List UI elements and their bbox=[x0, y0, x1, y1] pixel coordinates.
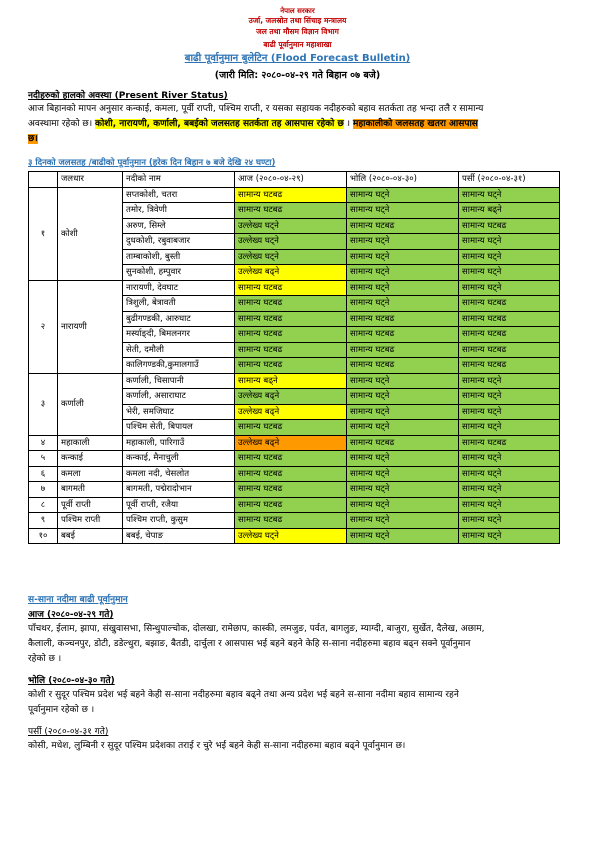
col-header-station: नदीको नाम bbox=[123, 172, 235, 188]
forecast-tomorrow: सामान्य घट्ने bbox=[347, 451, 459, 467]
table-row bbox=[29, 435, 560, 451]
forecast-tomorrow: सामान्य घटबढ bbox=[347, 342, 459, 358]
status-separator: । bbox=[346, 119, 351, 129]
forecast-today: सामान्य घटबढ bbox=[235, 358, 347, 374]
row-number: ६ bbox=[29, 466, 58, 482]
station-name: बागमती, पद्मेरादोभान bbox=[123, 482, 235, 498]
tomorrow-text-line: कोशी र सुदूर पश्चिम प्रदेश भई बहने केही स-साना नदीहरुमा बहाव बढ्ने तथा अन्य प्रदेश भई बहने स-साना नदीमा बहाव सामान्य रहने bbox=[28, 690, 459, 700]
forecast-dayafter: सामान्य घट्ने bbox=[459, 497, 560, 513]
forecast-tomorrow: सामान्य घटबढ bbox=[347, 327, 459, 343]
forecast-dayafter: सामान्य घट्ने bbox=[459, 420, 560, 436]
basin-name: कन्काई bbox=[58, 451, 123, 467]
table-row bbox=[29, 528, 560, 544]
forecast-today: उल्लेख्य घट्ने bbox=[235, 218, 347, 234]
forecast-tomorrow: सामान्य घट्ने bbox=[347, 280, 459, 296]
station-name: पश्चिम सेती, बिपायल bbox=[123, 420, 235, 436]
table-header-row bbox=[29, 172, 560, 188]
forecast-table bbox=[28, 171, 560, 544]
row-number: १० bbox=[29, 528, 58, 544]
forecast-tomorrow: सामान्य घटबढ bbox=[347, 311, 459, 327]
status-danger-text: महाकालीको जलसतह खतरा आसपास bbox=[352, 119, 478, 129]
forecast-tomorrow: सामान्य घट्ने bbox=[347, 420, 459, 436]
col-header-no bbox=[29, 172, 58, 188]
forecast-table-caption: ३ दिनको जलसतह /बाढीको पूर्वानुमान (हरेक दिन बिहान ७ बजे देखि २४ घण्टा) bbox=[28, 158, 276, 168]
forecast-dayafter: सामान्य घट्ने bbox=[459, 249, 560, 265]
forecast-dayafter: सामान्य बढ्ने bbox=[459, 203, 560, 219]
station-name: कालिगण्डकी,कुमालगाउँ bbox=[123, 358, 235, 374]
forecast-dayafter: सामान्य घटबढ bbox=[459, 296, 560, 312]
station-name: सेती, दमौली bbox=[123, 342, 235, 358]
forecast-dayafter: सामान्य घटबढ bbox=[459, 342, 560, 358]
forecast-tomorrow: सामान्य घट्ने bbox=[347, 404, 459, 420]
station-name: कर्णाली, चिसापानी bbox=[123, 373, 235, 389]
station-name: नारायणी, देवघाट bbox=[123, 280, 235, 296]
row-number: १ bbox=[29, 187, 58, 280]
status-normal-text: अवस्थामा रहेको छ। bbox=[28, 119, 93, 129]
forecast-today: सामान्य घटबढ bbox=[235, 513, 347, 529]
dayafter-label: पर्सी (२०८०-०४-३१ गते) bbox=[28, 727, 109, 737]
table-row bbox=[29, 451, 560, 467]
station-name: भेरी, समजिघाट bbox=[123, 404, 235, 420]
forecast-tomorrow: सामान्य घटबढ bbox=[347, 435, 459, 451]
station-name: मर्स्याङ्दी, बिमलनगर bbox=[123, 327, 235, 343]
station-name: ताम्बाकोशी, बुस्ती bbox=[123, 249, 235, 265]
forecast-today: सामान्य घटबढ bbox=[235, 203, 347, 219]
today-label: आज (२०८०-०४-२९ गते) bbox=[28, 610, 114, 620]
forecast-today: सामान्य घटबढ bbox=[235, 420, 347, 436]
forecast-tomorrow: सामान्य घट्ने bbox=[347, 265, 459, 281]
forecast-dayafter: सामान्य घट्ने bbox=[459, 404, 560, 420]
tomorrow-text-line: पूर्वानुमान रहेको छ । bbox=[28, 705, 95, 715]
ministry-name: उर्जा, जलस्रोत तथा सिंचाइ मन्त्रालय bbox=[248, 16, 347, 25]
station-name: बबई, चेपाङ bbox=[123, 528, 235, 544]
present-status-text bbox=[28, 102, 584, 147]
forecast-tomorrow: सामान्य घट्ने bbox=[347, 528, 459, 544]
status-danger-text-end: छ। bbox=[28, 134, 38, 144]
station-name: त्रिशुली, बेत्रावती bbox=[123, 296, 235, 312]
forecast-dayafter: सामान्य घट्ने bbox=[459, 373, 560, 389]
table-row bbox=[29, 187, 560, 203]
status-alert-text: कोशी, नारायणी, कर्णाली, बबईको जलसतह सतर्कता तह आसपास रहेको छ bbox=[95, 119, 344, 129]
station-name: कन्काई, मैनाचुली bbox=[123, 451, 235, 467]
station-name: कमला नदी, चेसलोत bbox=[123, 466, 235, 482]
forecast-dayafter: सामान्य घटबढ bbox=[459, 218, 560, 234]
row-number: २ bbox=[29, 280, 58, 373]
station-name: महाकाली, पारिगाउँ bbox=[123, 435, 235, 451]
forecast-today: सामान्य घटबढ bbox=[235, 466, 347, 482]
forecast-dayafter: सामान्य घट्ने bbox=[459, 528, 560, 544]
row-number: ३ bbox=[29, 373, 58, 435]
col-header-today: आज (२०८०-०४-२९) bbox=[235, 172, 347, 188]
tomorrow-forecast-text bbox=[28, 688, 584, 718]
forecast-dayafter: सामान्य घट्ने bbox=[459, 389, 560, 405]
row-number: ८ bbox=[29, 497, 58, 513]
row-number: ५ bbox=[29, 451, 58, 467]
forecast-tomorrow: सामान्य घट्ने bbox=[347, 187, 459, 203]
station-name: सप्तकोशी, चतरा bbox=[123, 187, 235, 203]
row-number: ७ bbox=[29, 482, 58, 498]
forecast-today: सामान्य बढ्ने bbox=[235, 373, 347, 389]
department-name: जल तथा मौसम विज्ञान विभाग bbox=[256, 27, 339, 36]
table-row bbox=[29, 280, 560, 296]
bulletin-title: बाढी पूर्वानुमान बुलेटिन (Flood Forecast Bulletin) bbox=[184, 53, 411, 64]
table-row bbox=[29, 497, 560, 513]
forecast-tomorrow: सामान्य घट्ने bbox=[347, 296, 459, 312]
station-name: सुनकोशी, हम्पुवार bbox=[123, 265, 235, 281]
basin-name: बागमती bbox=[58, 482, 123, 498]
forecast-tomorrow: सामान्य घट्ने bbox=[347, 373, 459, 389]
dayafter-forecast-text: कोसी, मधेश, लुम्बिनी र सुदूर पश्चिम प्रदेशका तराई र चुरे भई बहने केही स-साना नदीहरुमा बहाव बढ्ने पूर्वानुमान छ। bbox=[28, 741, 406, 751]
forecast-today: उल्लेख्य बढ्ने bbox=[235, 435, 347, 451]
forecast-tomorrow: सामान्य घट्ने bbox=[347, 389, 459, 405]
forecast-dayafter: सामान्य घट्ने bbox=[459, 234, 560, 250]
forecast-today: सामान्य घटबढ bbox=[235, 280, 347, 296]
table-row bbox=[29, 482, 560, 498]
tomorrow-label: भोलि (२०८०-०४-३० गते) bbox=[28, 676, 115, 686]
forecast-dayafter: सामान्य घट्ने bbox=[459, 187, 560, 203]
station-name: बुढीगण्डकी, आरुघाट bbox=[123, 311, 235, 327]
forecast-dayafter: सामान्य घट्ने bbox=[459, 513, 560, 529]
forecast-dayafter: सामान्य घटबढ bbox=[459, 327, 560, 343]
forecast-dayafter: सामान्य घट्ने bbox=[459, 265, 560, 281]
forecast-dayafter: सामान्य घटबढ bbox=[459, 358, 560, 374]
forecast-today: सामान्य घटबढ bbox=[235, 187, 347, 203]
today-text-line: रहेको छ । bbox=[28, 654, 62, 664]
basin-name: नारायणी bbox=[58, 280, 123, 373]
table-row bbox=[29, 373, 560, 389]
status-line-2 bbox=[28, 117, 584, 132]
govt-name: नेपाल सरकार bbox=[280, 7, 315, 15]
col-header-tomorrow: भोलि (२०८०-०४-३०) bbox=[347, 172, 459, 188]
forecast-tomorrow: सामान्य घट्ने bbox=[347, 513, 459, 529]
forecast-today: सामान्य घटबढ bbox=[235, 482, 347, 498]
forecast-dayafter: सामान्य घट्ने bbox=[459, 466, 560, 482]
col-header-dayafter: पर्सी (२०८०-०४-३१) bbox=[459, 172, 560, 188]
forecast-today: सामान्य घटबढ bbox=[235, 327, 347, 343]
station-name: दुधकोशी, रबुवाबजार bbox=[123, 234, 235, 250]
row-number: ४ bbox=[29, 435, 58, 451]
table-row bbox=[29, 513, 560, 529]
forecast-today: सामान्य घटबढ bbox=[235, 296, 347, 312]
forecast-today: सामान्य घटबढ bbox=[235, 497, 347, 513]
forecast-today: उल्लेख्य बढ्ने bbox=[235, 404, 347, 420]
forecast-dayafter: सामान्य घट्ने bbox=[459, 451, 560, 467]
division-name: बाढी पूर्वानुमान महाशाखा bbox=[263, 40, 332, 49]
basin-name: पूर्वी राप्ती bbox=[58, 497, 123, 513]
forecast-tomorrow: सामान्य घटबढ bbox=[347, 218, 459, 234]
forecast-tomorrow: सामान्य घटबढ bbox=[347, 358, 459, 374]
issue-date: (जारी मिति: २०८०-०४-२९ गते बिहान ०७ बजे) bbox=[214, 70, 381, 81]
basin-name: कोशी bbox=[58, 187, 123, 280]
station-name: कर्णाली, असाराघाट bbox=[123, 389, 235, 405]
forecast-tomorrow: सामान्य घट्ने bbox=[347, 497, 459, 513]
forecast-dayafter: सामान्य घटबढ bbox=[459, 311, 560, 327]
forecast-today: उल्लेख्य घट्ने bbox=[235, 249, 347, 265]
present-status-heading: नदीहरुको हालको अवस्था (Present River Status) bbox=[28, 91, 228, 101]
table-body bbox=[29, 187, 560, 544]
forecast-today: सामान्य घटबढ bbox=[235, 311, 347, 327]
basin-name: पश्चिम राप्ती bbox=[58, 513, 123, 529]
station-name: पश्चिम राप्ती, कुसुम bbox=[123, 513, 235, 529]
today-text-line: कैलाली, कञ्चनपुर, डोटी, डडेल्धुरा, बझाङ, बैतडी, दार्चुला र आसपास भई बहने बहने केहि स-साना नदीहरुमा बहाव बढ्न सक्ने पूर्वानुमान bbox=[28, 639, 471, 649]
table-row bbox=[29, 466, 560, 482]
forecast-today: उल्लेख्य बढ्ने bbox=[235, 389, 347, 405]
forecast-dayafter: सामान्य घट्ने bbox=[459, 280, 560, 296]
basin-name: महाकाली bbox=[58, 435, 123, 451]
forecast-today: उल्लेख्य बढ्ने bbox=[235, 265, 347, 281]
basin-name: कर्णाली bbox=[58, 373, 123, 435]
small-rivers-heading: स-साना नदीमा बाढी पूर्वानुमान bbox=[28, 595, 128, 605]
forecast-dayafter: सामान्य घट्ने bbox=[459, 482, 560, 498]
basin-name: बबई bbox=[58, 528, 123, 544]
forecast-today: उल्लेख्य घट्ने bbox=[235, 234, 347, 250]
basin-name: कमला bbox=[58, 466, 123, 482]
today-text-line: पाँचथर, ईलाम, झापा, संखुवासभा, सिन्धुपाल्चोक, दोलखा, रामेछाप, कास्की, लमजुङ, पर्वत, बागलुङ, म्याग्दी, बाजुरा, सुर्खेत, दैलेख, अछाम, bbox=[28, 624, 485, 634]
forecast-today: सामान्य घटबढ bbox=[235, 451, 347, 467]
forecast-today: सामान्य घटबढ bbox=[235, 342, 347, 358]
forecast-tomorrow: सामान्य घट्ने bbox=[347, 466, 459, 482]
station-name: पूर्वी राप्ती, रजैया bbox=[123, 497, 235, 513]
forecast-tomorrow: सामान्य घट्ने bbox=[347, 203, 459, 219]
forecast-tomorrow: सामान्य घट्ने bbox=[347, 234, 459, 250]
col-header-basin: जलधार bbox=[58, 172, 123, 188]
forecast-tomorrow: सामान्य घट्ने bbox=[347, 249, 459, 265]
station-name: अरुण, सिम्ले bbox=[123, 218, 235, 234]
row-number: ९ bbox=[29, 513, 58, 529]
station-name: तमोर, त्रिवेणी bbox=[123, 203, 235, 219]
status-line-3 bbox=[28, 132, 584, 147]
status-line-1: आज बिहानको मापन अनुसार कन्काई, कमला, पूर्वी राप्ती, पश्चिम राप्ती, र यसका सहायक नदीहरुको बहाव सतर्कता तह भन्दा तलै र सामान्य bbox=[28, 104, 484, 114]
forecast-today: उल्लेख्य घट्ने bbox=[235, 528, 347, 544]
today-forecast-text bbox=[28, 622, 584, 667]
forecast-dayafter: सामान्य घटबढ bbox=[459, 435, 560, 451]
forecast-tomorrow: सामान्य घट्ने bbox=[347, 482, 459, 498]
